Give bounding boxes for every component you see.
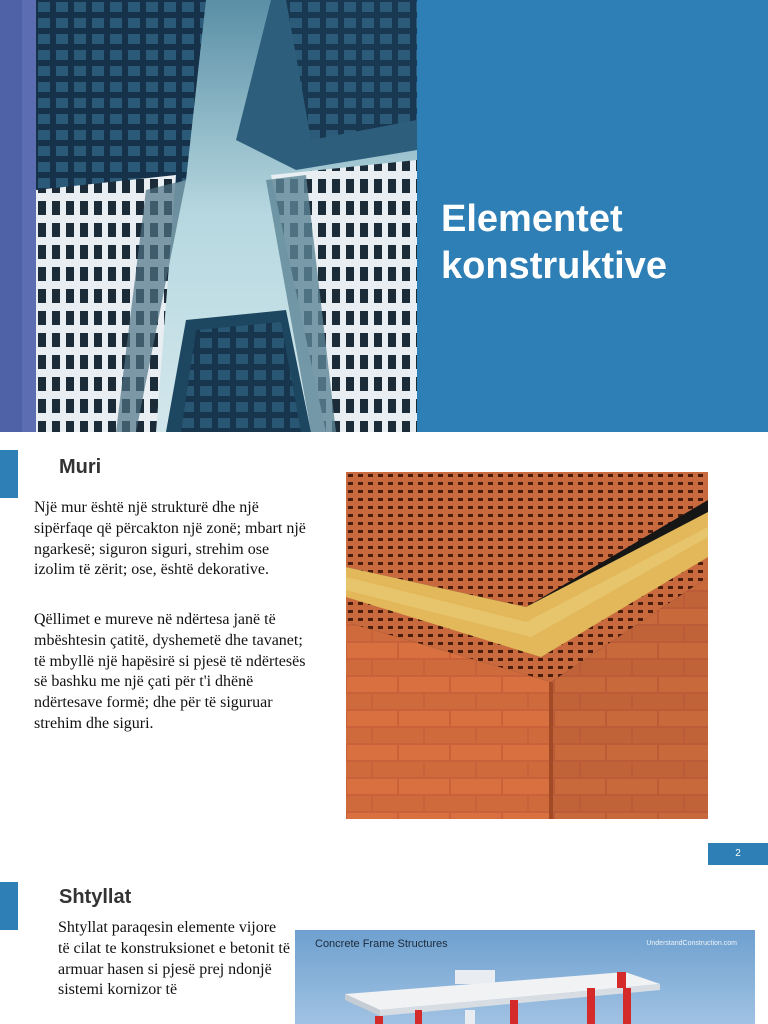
image-caption: Concrete Frame Structures	[315, 938, 448, 950]
wall-slide	[0, 432, 768, 868]
brick-wall-photo	[346, 472, 708, 819]
columns-slide	[0, 868, 768, 1024]
title-slide	[0, 0, 768, 432]
title-line-1: Elementet	[441, 198, 623, 240]
page-number-badge: 2	[708, 843, 768, 865]
heading-accent-bar	[0, 882, 18, 930]
concrete-frame-illustration	[295, 930, 755, 1024]
columns-definition-paragraph: Shtyllat paraqesin elemente vijore të cilat te konstruksionet e betonit të armuar hasen si pjesë prej ndonjë sistemi kornizor të	[58, 919, 290, 999]
skyscrapers-photo	[36, 0, 417, 432]
brick-wall-illustration	[346, 472, 708, 819]
left-accent-stripe	[0, 0, 22, 432]
wall-purpose-paragraph: Qëllimet e mureve në ndërtesa janë të mbështesin çatitë, dyshemetë dhe tavanet; të mbyllë një hapësirë si pjesë të ndërtesës së bashku me një çati për t'i dhënë ndërtesave formë; dhe për të siguruar strehim dhe siguri.	[34, 611, 306, 732]
image-watermark: UnderstandConstruction.com	[646, 940, 737, 947]
title-line-2: konstruktive	[441, 245, 667, 287]
section-heading: Shtyllat	[59, 886, 132, 908]
wall-definition-paragraph: Një mur është një strukturë dhe një sipërfaqe që përcakton një zonë; mbart një ngarkesë; siguron siguri, strehim ose izolim të zërit; ose, është dekorative.	[34, 499, 306, 579]
section-heading: Muri	[59, 456, 102, 478]
heading-accent-bar	[0, 450, 18, 498]
left-accent-stripe-inner	[22, 0, 36, 432]
skyscrapers-illustration	[36, 0, 417, 432]
concrete-frame-image	[295, 930, 755, 1024]
slide-title	[441, 196, 751, 290]
